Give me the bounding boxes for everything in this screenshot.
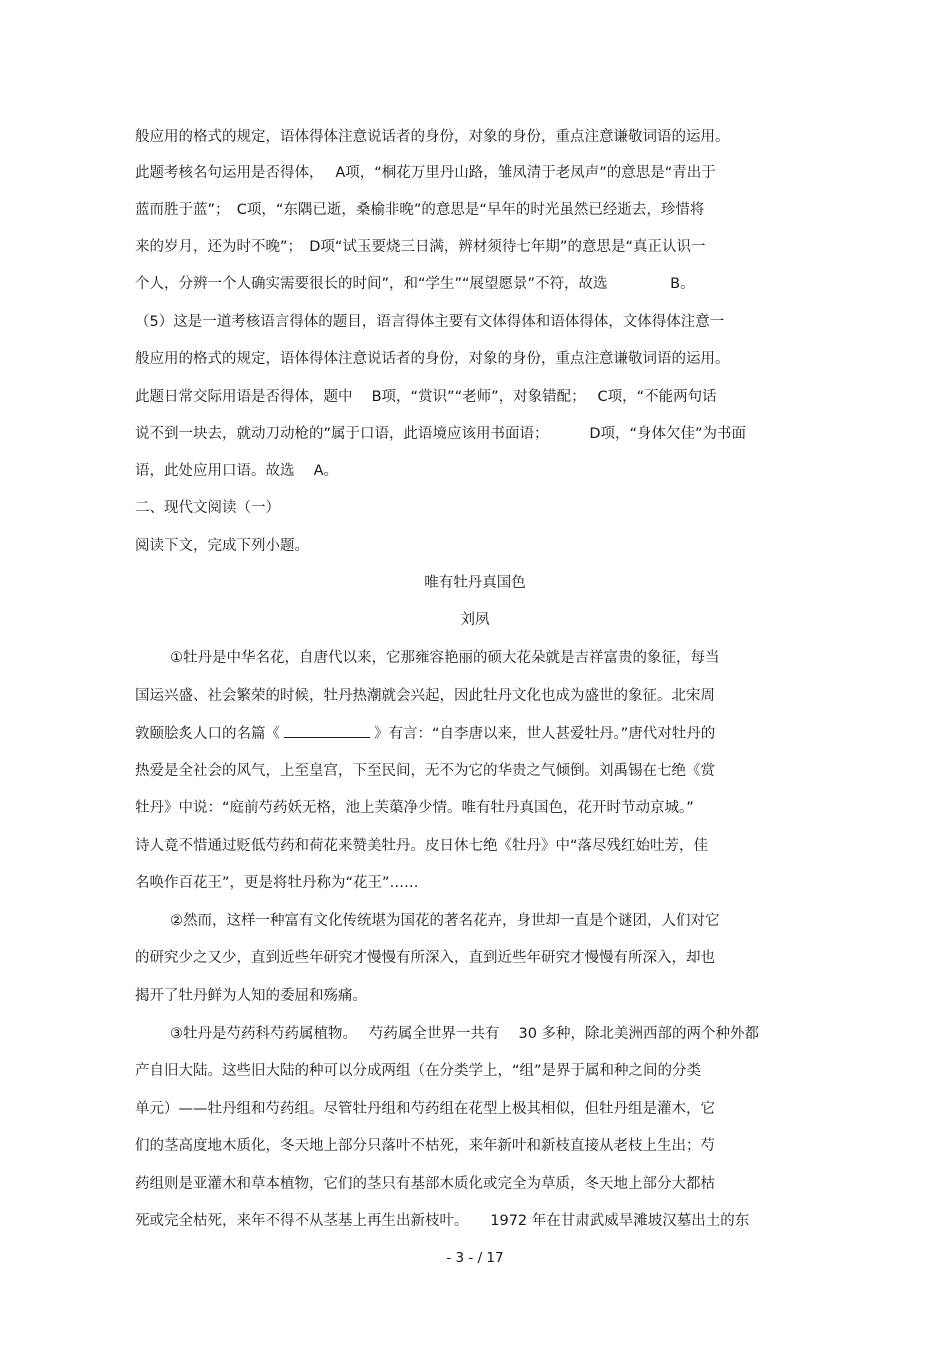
section-heading: 二、现代文阅读（一） <box>135 500 280 516</box>
text-line: 般应用的格式的规定，语体得体注意说话者的身份，对象的身份，重点注意谦敬词语的运用。 <box>135 129 730 145</box>
article-line: 死或完全枯死，来年不得不从茎基上再生出新枝叶。 1972 年在甘肃武威旱滩坡汉墓出土的东 <box>135 1213 750 1229</box>
text-segment: 敦颐脍炙人口的名篇《 <box>135 726 280 742</box>
article-line: 单元）——牡丹组和芍药组。尽管牡丹组和芍药组在花型上极其相似，但牡丹组是灌木，它 <box>135 1101 715 1117</box>
text-line: 般应用的格式的规定，语体得体注意说话者的身份，对象的身份，重点注意谦敬词语的运用。 <box>135 351 730 367</box>
text-line: 此题考核名句运用是否得体， A项，“桐花万里丹山路，雏凤清于老凤声”的意思是“青出于 <box>135 165 716 181</box>
article-line: 诗人竟不惜通过贬低芍药和荷花来赞美牡丹。皮日休七绝《牡丹》中“落尽残红始吐芳，佳 <box>135 838 709 854</box>
article-line: 名唤作百花王”，更是将牡丹称为“花王”…… <box>135 875 419 891</box>
fill-in-blank <box>284 723 370 738</box>
article-line: 揭开了牡丹鲜为人知的委屈和殇痛。 <box>135 988 367 1004</box>
text-line: 来的岁月，还为时不晚”； D项“试玉要烧三日满，辨材须待七年期”的意思是“真正认识一 <box>135 239 706 255</box>
article-line: 的研究少之又少，直到近些年研究才慢慢有所深入，直到近些年研究才慢慢有所深入，却也 <box>135 950 715 966</box>
article-line: ②然而，这样一种富有文化传统堪为国花的著名花卉，身世却一直是个谜团，人们对它 <box>170 913 720 929</box>
article-line: 产自旧大陆。这些旧大陆的种可以分成两组（在分类学上，“组”是界于属和种之间的分类 <box>135 1063 702 1079</box>
text-line: 此题日常交际用语是否得体，题中 B项，“赏识”“老师”，对象错配； C项，“不能两句话 <box>135 389 717 405</box>
article-title: 唯有牡丹真国色 <box>424 575 526 591</box>
article-line: ①牡丹是中华名花，自唐代以来，它那雍容艳丽的硕大花朵就是吉祥富贵的象征，每当 <box>170 650 720 666</box>
text-line: 蓝而胜于蓝”； C项，“东隅已逝，桑榆非晚”的意思是“早年的时光虽然已经逝去，珍惜将 <box>135 202 705 218</box>
article-line: 们的茎高度地木质化，冬天地上部分只落叶不枯死，来年新叶和新枝直接从老枝上生出；芍 <box>135 1138 715 1154</box>
page-number: - 3 - / 17 <box>446 1250 504 1266</box>
instruction-line: 阅读下文，完成下列小题。 <box>135 538 309 554</box>
article-line: 牡丹》中说：“庭前芍药妖无格，池上芙蕖净少情。唯有牡丹真国色，花开时节动京城。” <box>135 800 694 816</box>
text-line: 说不到一块去，就动刀动枪的”属于口语，此语境应该用书面语； D项，“身体欠佳”为书面 <box>135 426 747 442</box>
text-line: （5）这是一道考核语言得体的题目，语言得体主要有文体得体和语体得体，文体得体注意一 <box>135 314 725 330</box>
article-line-with-blank <box>135 723 815 744</box>
text-line: 语，此处应用口语。故选 A。 <box>135 463 339 479</box>
article-line: ③牡丹是芍药科芍药属植物。 芍药属全世界一共有 30 多种，除北美洲西部的两个种外都 <box>170 1026 760 1042</box>
article-line: 药组则是亚灌木和草本植物，它们的茎只有基部木质化或完全为草质，冬天地上部分大都枯 <box>135 1176 715 1192</box>
article-line: 国运兴盛、社会繁荣的时候，牡丹热潮就会兴起，因此牡丹文化也成为盛世的象征。北宋周 <box>135 688 715 704</box>
text-line: 个人，分辨一个人确实需要很长的时间”，和“学生”“展望愿景”不符，故选 B。 <box>135 276 695 292</box>
article-author: 刘夙 <box>460 612 490 628</box>
text-segment: 》有言：“自李唐以来，世人甚爱牡丹。”唐代对牡丹的 <box>374 726 716 742</box>
article-line: 热爱是全社会的风气，上至皇宫，下至民间，无不为它的华贵之气倾倒。刘禹锡在七绝《赏 <box>135 763 715 779</box>
